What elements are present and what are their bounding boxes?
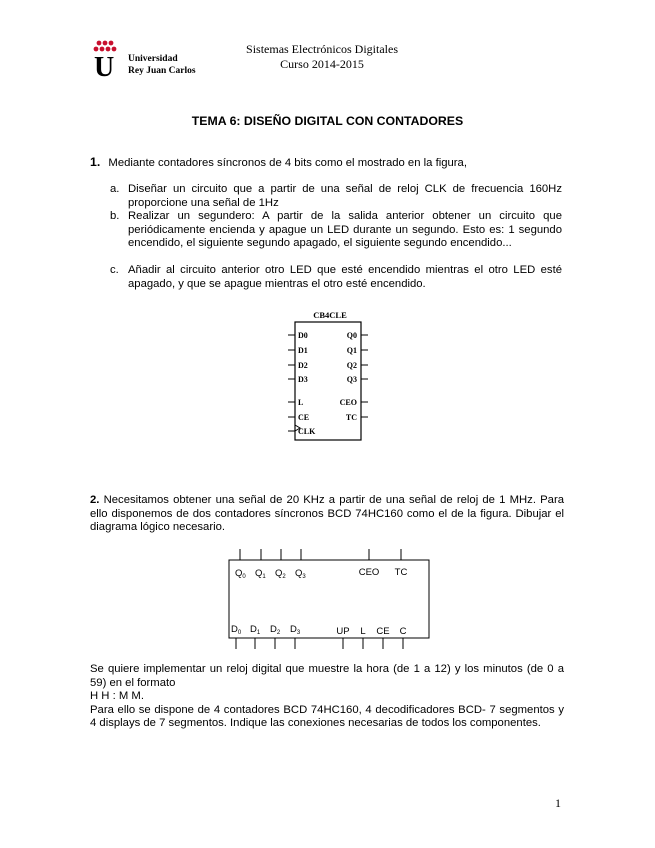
problem2-number: 2. — [90, 494, 100, 506]
list-item — [110, 183, 562, 210]
problem2-text — [90, 494, 564, 535]
list-item-text: Diseñar un circuito que a partir de una señal de reloj CLK de frecuencia 160Hz proporcione una señal de 1Hz — [128, 183, 562, 209]
pin-label-ce: CE — [376, 626, 390, 637]
course-header — [212, 42, 432, 72]
pin-label-tc: TC — [394, 567, 408, 578]
problem2-body: Necesitamos obtener una señal de 20 KHz a partir de una señal de reloj de 1 MHz. Para ello disponemos de dos contadores síncronos BCD 74HC160 como el de la figura. Dibujar el diagrama lógico necesario. — [90, 494, 565, 534]
list-item — [110, 264, 562, 291]
course-year: Curso 2014-2015 — [280, 57, 364, 71]
pin-label-q1: Q1 — [346, 346, 357, 355]
problem1-intro-text: Mediante contadores síncronos de 4 bits como el mostrado en la figura, — [108, 157, 467, 169]
list-item-text: Realizar un segundero: A partir de la salida anterior obtener un circuito que periódicamente encienda y apague un LED durante un segundo. Esto es: 1 segundo encendido, el siguiente segundo apagado, el siguiente segundo encendido... — [128, 210, 562, 250]
cb4cle-title: CB4CLE — [313, 310, 347, 320]
list-marker: b. — [110, 210, 120, 222]
pin-label-q3: Q3 — [346, 375, 357, 384]
bcd-74hc160-diagram — [225, 545, 435, 650]
pin-label-c: C — [399, 626, 407, 637]
pin-label-ce: CE — [298, 413, 310, 422]
problem3-format: H H : M M. — [90, 690, 144, 703]
pin-label-d3: $D_3$ — [290, 624, 301, 636]
pin-label-up: UP — [336, 626, 350, 637]
pin-label-d2: D2 — [298, 361, 308, 370]
list-item — [110, 210, 562, 251]
pin-label-d1: D1 — [298, 346, 308, 355]
pin-label-d0: D0 — [298, 331, 308, 340]
cb4cle-diagram — [280, 305, 380, 445]
university-line1: Universidad — [128, 54, 178, 64]
top-pin-lines — [240, 549, 401, 560]
pin-label-clk: CLK — [298, 427, 316, 436]
problem1-number: 1. — [90, 155, 101, 169]
pin-label-tc: TC — [345, 413, 357, 422]
logo-letter: U — [94, 52, 115, 80]
problem3-line1: Se quiere implementar un reloj digital que muestre la hora (de 1 a 12) y los minutos (de 0 a 59) en el formato — [90, 663, 564, 689]
pin-label-q0: $Q_0$ — [235, 568, 246, 580]
list-item-text: Añadir al circuito anterior otro LED que esté encendido mientras el otro LED esté apagado, y que se apague mientras el otro esté encendido. — [128, 264, 562, 290]
university-line2: Rey Juan Carlos — [128, 66, 196, 76]
right-pin-lines — [361, 335, 368, 417]
university-name — [128, 53, 196, 77]
pin-label-q2: Q2 — [346, 361, 357, 370]
bottom-pin-lines — [236, 638, 403, 649]
pin-label-l: L — [298, 398, 304, 407]
problem3-text — [90, 663, 564, 731]
list-marker: c. — [110, 264, 119, 276]
course-title: Sistemas Electrónicos Digitales — [246, 42, 398, 56]
pin-label-d1: $D_1$ — [250, 624, 261, 636]
pin-label-q2: $Q_2$ — [275, 568, 286, 580]
pin-label-ceo: CEO — [358, 567, 380, 578]
pin-label-l: L — [360, 626, 366, 637]
logo-mark — [90, 40, 120, 80]
problem3-line3: Para ello se dispone de 4 contadores BCD 74HC160, 4 decodificadores BCD- 7 segmentos y 4 displays de 7 segmentos. Indique las conexiones necesarias de todos los componentes. — [90, 703, 564, 730]
page-number: 1 — [555, 796, 561, 810]
university-logo — [90, 40, 120, 80]
pin-label-ceo: CEO — [339, 398, 357, 407]
pin-label-q0: Q0 — [346, 331, 357, 340]
problem1-intro — [90, 156, 570, 171]
pin-label-d2: $D_2$ — [270, 624, 281, 636]
left-pin-lines — [288, 335, 295, 431]
pin-label-d3: D3 — [298, 375, 308, 384]
page-title: TEMA 6: DISEÑO DIGITAL CON CONTADORES — [191, 114, 464, 128]
pin-label-d0: $D_0$ — [231, 624, 242, 636]
pin-label-q3: $Q_3$ — [295, 568, 306, 580]
pin-label-q1: $Q_1$ — [255, 568, 266, 580]
list-marker: a. — [110, 183, 120, 195]
